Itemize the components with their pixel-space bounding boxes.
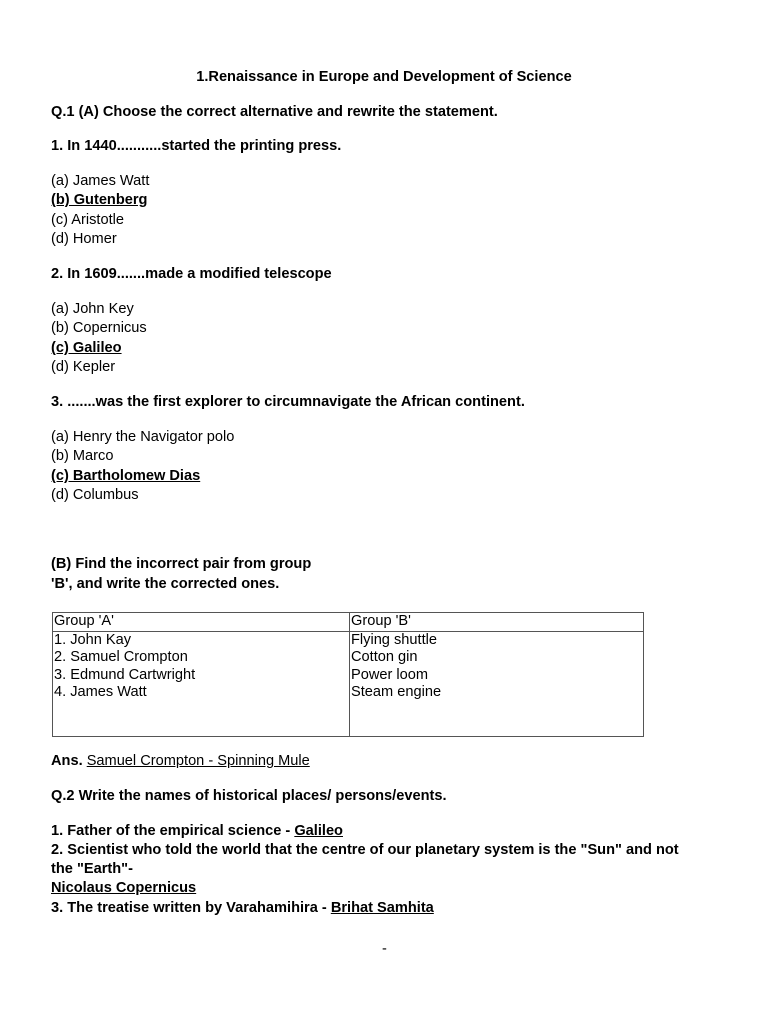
q2-item-2-line1: 2. Scientist who told the world that the centre of our planetary system is the "Sun" and not (51, 842, 679, 858)
question-1-stem: 1. In 1440...........started the printing press. (51, 138, 342, 154)
q2-item-1-prefix: 1. Father of the empirical science - (51, 823, 295, 839)
question-3-option-d: (d) Columbus (51, 487, 139, 503)
group-a-header: Group 'A' (53, 613, 350, 632)
answer-line (51, 752, 310, 771)
q1b-heading-line2: 'B', and write the corrected ones. (51, 576, 280, 592)
question-1-option-b-correct: (b) Gutenberg (51, 192, 148, 208)
group-a-item: 2. Samuel Crompton (54, 649, 188, 666)
question-3-stem: 3. .......was the first explorer to circumnavigate the African continent. (51, 394, 525, 410)
question-1-option-d: (d) Homer (51, 231, 117, 247)
group-b-item: Flying shuttle (351, 632, 437, 648)
group-b-cell (350, 632, 644, 737)
question-2-option-d: (d) Kepler (51, 359, 116, 375)
page-title: 1.Renaissance in Europe and Development of Science (196, 69, 572, 85)
question-3-option-c-correct: (c) Bartholomew Dias (51, 468, 201, 484)
q2-item-3-prefix: 3. The treatise written by Varahamihira - (51, 900, 331, 916)
q2-item-3 (51, 899, 434, 918)
q2-item-1-answer: Galileo (294, 823, 343, 839)
q1a-heading: Q.1 (A) Choose the correct alternative and rewrite the statement. (51, 104, 498, 120)
q1b-heading-line1: (B) Find the incorrect pair from group (51, 556, 312, 572)
group-a-item: 3. Edmund Cartwright (54, 666, 196, 683)
q2-item-2-line2: the "Earth"- (51, 861, 133, 877)
question-2-option-a: (a) John Key (51, 301, 134, 317)
question-2-option-b: (b) Copernicus (51, 320, 147, 336)
q2-item-2-answer: Nicolaus Copernicus (51, 880, 197, 896)
group-b-header: Group 'B' (350, 613, 644, 632)
q2-item-3-answer: Brihat Samhita (330, 900, 434, 916)
group-a-item: 4. James Watt (54, 684, 147, 701)
match-table (52, 612, 644, 737)
answer-label: Ans. (51, 753, 83, 769)
question-2-option-c-correct: (c) Galileo (51, 340, 122, 356)
question-2-stem: 2. In 1609.......made a modified telescope (51, 266, 332, 282)
question-3-option-b: (b) Marco (51, 448, 114, 464)
answer-text: Samuel Crompton - Spinning Mule (86, 753, 310, 769)
group-b-item: Cotton gin (351, 649, 418, 666)
question-1-option-c: (c) Aristotle (51, 212, 124, 228)
group-a-item: 1. John Kay (54, 632, 132, 648)
footer-mark: - (382, 941, 387, 957)
group-a-cell (53, 632, 350, 737)
group-b-item: Power loom (351, 666, 429, 683)
question-3-option-a: (a) Henry the Navigator polo (51, 429, 235, 445)
question-1-option-a: (a) James Watt (51, 173, 150, 189)
q2-item-1 (51, 822, 343, 841)
group-b-item: Steam engine (351, 684, 442, 701)
q2-heading: Q.2 Write the names of historical places/ persons/events. (51, 788, 447, 804)
